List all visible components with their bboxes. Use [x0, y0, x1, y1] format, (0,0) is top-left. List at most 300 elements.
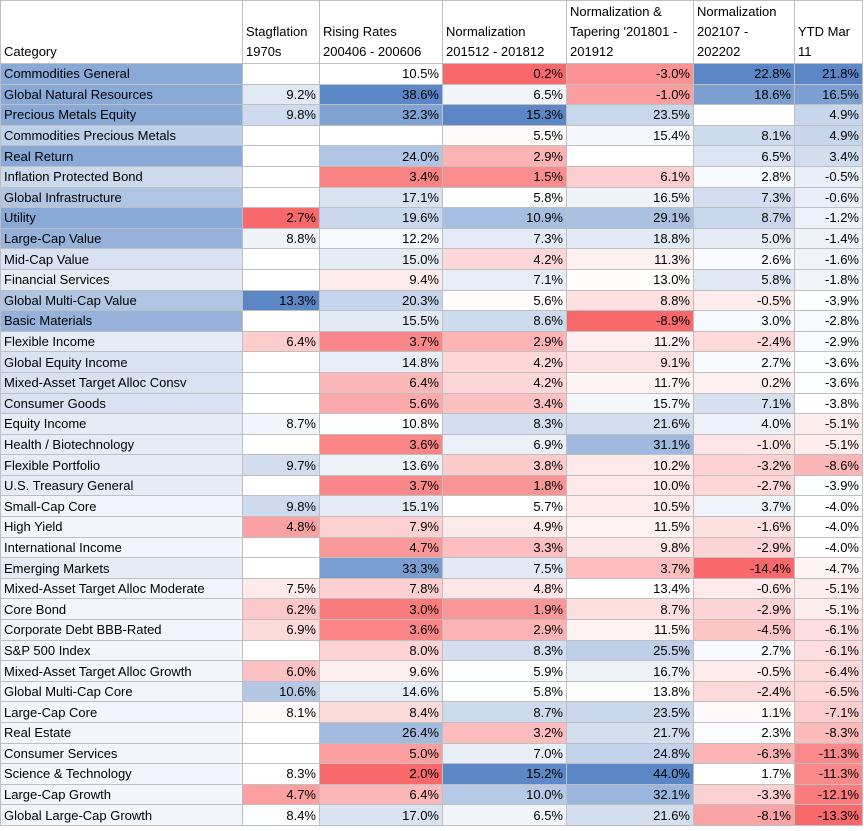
value-cell-ytd: -5.1% — [795, 599, 863, 620]
value-cell-normalization-tapering: 32.1% — [567, 784, 694, 805]
value-cell-ytd: -5.1% — [795, 414, 863, 435]
value-cell-normalization-tapering: -3.0% — [567, 64, 694, 85]
value-cell-normalization-2021: -1.0% — [694, 434, 795, 455]
value-cell-normalization-2021: -2.7% — [694, 475, 795, 496]
value-cell-normalization-2021: -2.9% — [694, 537, 795, 558]
value-cell-ytd: -4.0% — [795, 496, 863, 517]
category-cell: Global Infrastructure — [1, 187, 243, 208]
value-cell-ytd: -8.3% — [795, 723, 863, 744]
value-cell-normalization-2015: 2.9% — [443, 620, 567, 641]
table-row — [1, 475, 863, 496]
table-row — [1, 372, 863, 393]
value-cell-normalization-2021 — [694, 105, 795, 126]
value-cell-stagflation — [243, 743, 320, 764]
value-cell-normalization-2021: -2.4% — [694, 331, 795, 352]
category-cell: Small-Cap Core — [1, 496, 243, 517]
value-cell-normalization-2021: 6.5% — [694, 146, 795, 167]
value-cell-normalization-2021: -1.6% — [694, 517, 795, 538]
value-cell-rising-rates: 3.6% — [320, 434, 443, 455]
value-cell-normalization-2015: 5.6% — [443, 290, 567, 311]
value-cell-ytd: -1.6% — [795, 249, 863, 270]
value-cell-stagflation — [243, 125, 320, 146]
value-cell-normalization-tapering: 21.6% — [567, 414, 694, 435]
value-cell-normalization-2015: 8.6% — [443, 311, 567, 332]
table-row — [1, 84, 863, 105]
category-cell: Consumer Goods — [1, 393, 243, 414]
value-cell-normalization-2021: 4.0% — [694, 414, 795, 435]
value-cell-normalization-2015: 7.5% — [443, 558, 567, 579]
value-cell-normalization-2021: 8.1% — [694, 125, 795, 146]
value-cell-normalization-tapering: 10.2% — [567, 455, 694, 476]
value-cell-rising-rates: 14.6% — [320, 681, 443, 702]
value-cell-normalization-2021: -0.5% — [694, 661, 795, 682]
value-cell-ytd: -3.9% — [795, 475, 863, 496]
value-cell-normalization-tapering: 13.8% — [567, 681, 694, 702]
value-cell-normalization-2015: 1.8% — [443, 475, 567, 496]
value-cell-rising-rates: 9.6% — [320, 661, 443, 682]
value-cell-stagflation: 8.4% — [243, 805, 320, 826]
value-cell-normalization-tapering: 25.5% — [567, 640, 694, 661]
value-cell-ytd: -1.4% — [795, 228, 863, 249]
value-cell-rising-rates: 3.7% — [320, 331, 443, 352]
value-cell-normalization-2021: 3.0% — [694, 311, 795, 332]
table-row — [1, 578, 863, 599]
value-cell-ytd: -5.1% — [795, 434, 863, 455]
category-cell: Large-Cap Core — [1, 702, 243, 723]
category-cell: Global Multi-Cap Value — [1, 290, 243, 311]
table-row — [1, 640, 863, 661]
value-cell-normalization-2015: 15.3% — [443, 105, 567, 126]
value-cell-normalization-tapering: 23.5% — [567, 702, 694, 723]
value-cell-normalization-2021: 5.0% — [694, 228, 795, 249]
table-row — [1, 414, 863, 435]
category-cell: Large-Cap Growth — [1, 784, 243, 805]
value-cell-rising-rates: 24.0% — [320, 146, 443, 167]
value-cell-normalization-tapering: 29.1% — [567, 208, 694, 229]
value-cell-normalization-tapering: 21.7% — [567, 723, 694, 744]
value-cell-stagflation — [243, 352, 320, 373]
value-cell-normalization-2015: 7.0% — [443, 743, 567, 764]
value-cell-normalization-2021: -14.4% — [694, 558, 795, 579]
value-cell-normalization-2021: -8.1% — [694, 805, 795, 826]
value-cell-ytd: 4.9% — [795, 125, 863, 146]
value-cell-normalization-2015: 7.3% — [443, 228, 567, 249]
value-cell-normalization-tapering: 15.4% — [567, 125, 694, 146]
table-row — [1, 620, 863, 641]
value-cell-normalization-tapering — [567, 146, 694, 167]
value-cell-rising-rates: 15.0% — [320, 249, 443, 270]
value-cell-rising-rates: 33.3% — [320, 558, 443, 579]
table-row — [1, 723, 863, 744]
value-cell-ytd: -6.1% — [795, 640, 863, 661]
category-cell: Real Estate — [1, 723, 243, 744]
table-row — [1, 558, 863, 579]
value-cell-normalization-2015: 2.9% — [443, 331, 567, 352]
value-cell-normalization-2015: 3.2% — [443, 723, 567, 744]
category-cell: Commodities General — [1, 64, 243, 85]
value-cell-ytd: -3.6% — [795, 372, 863, 393]
value-cell-normalization-tapering: 10.0% — [567, 475, 694, 496]
value-cell-normalization-tapering: 21.6% — [567, 805, 694, 826]
value-cell-ytd: -3.6% — [795, 352, 863, 373]
category-cell: Global Large-Cap Growth — [1, 805, 243, 826]
table-row — [1, 434, 863, 455]
value-cell-normalization-2021: -3.2% — [694, 455, 795, 476]
header-ytd: YTD Mar 11 — [795, 1, 863, 64]
value-cell-normalization-2015: 10.0% — [443, 784, 567, 805]
value-cell-stagflation — [243, 434, 320, 455]
category-cell: Basic Materials — [1, 311, 243, 332]
table-row — [1, 352, 863, 373]
value-cell-stagflation — [243, 187, 320, 208]
value-cell-normalization-2015: 4.2% — [443, 352, 567, 373]
value-cell-stagflation — [243, 146, 320, 167]
category-cell: Global Natural Resources — [1, 84, 243, 105]
table-row — [1, 146, 863, 167]
header-row — [1, 1, 863, 64]
value-cell-stagflation: 6.2% — [243, 599, 320, 620]
value-cell-rising-rates: 8.4% — [320, 702, 443, 723]
category-cell: Commodities Precious Metals — [1, 125, 243, 146]
value-cell-stagflation: 8.8% — [243, 228, 320, 249]
value-cell-normalization-tapering: 11.7% — [567, 372, 694, 393]
category-cell: Corporate Debt BBB-Rated — [1, 620, 243, 641]
value-cell-rising-rates: 3.6% — [320, 620, 443, 641]
value-cell-ytd: -3.8% — [795, 393, 863, 414]
value-cell-ytd: -4.7% — [795, 558, 863, 579]
value-cell-stagflation: 9.2% — [243, 84, 320, 105]
category-cell: High Yield — [1, 517, 243, 538]
value-cell-ytd: -0.5% — [795, 166, 863, 187]
value-cell-normalization-2021: -0.5% — [694, 290, 795, 311]
category-cell: Flexible Portfolio — [1, 455, 243, 476]
value-cell-normalization-2015: 4.2% — [443, 249, 567, 270]
value-cell-normalization-tapering: 13.0% — [567, 269, 694, 290]
value-cell-normalization-2021: 1.1% — [694, 702, 795, 723]
value-cell-rising-rates: 20.3% — [320, 290, 443, 311]
value-cell-stagflation — [243, 640, 320, 661]
value-cell-normalization-tapering: 10.5% — [567, 496, 694, 517]
value-cell-stagflation — [243, 269, 320, 290]
value-cell-normalization-2015: 5.9% — [443, 661, 567, 682]
header-normalization-2021: Normalization 202107 - 202202 — [694, 1, 795, 64]
value-cell-normalization-2021: 2.3% — [694, 723, 795, 744]
value-cell-normalization-2021: -2.4% — [694, 681, 795, 702]
category-cell: S&P 500 Index — [1, 640, 243, 661]
value-cell-normalization-tapering: 3.7% — [567, 558, 694, 579]
value-cell-stagflation: 8.3% — [243, 764, 320, 785]
value-cell-rising-rates — [320, 125, 443, 146]
value-cell-rising-rates: 3.0% — [320, 599, 443, 620]
value-cell-normalization-2015: 8.3% — [443, 414, 567, 435]
value-cell-rising-rates: 4.7% — [320, 537, 443, 558]
table-row — [1, 537, 863, 558]
category-cell: Flexible Income — [1, 331, 243, 352]
table-row — [1, 455, 863, 476]
category-cell: Mid-Cap Value — [1, 249, 243, 270]
value-cell-ytd: -11.3% — [795, 764, 863, 785]
value-cell-stagflation: 4.7% — [243, 784, 320, 805]
value-cell-normalization-2015: 6.9% — [443, 434, 567, 455]
value-cell-rising-rates: 32.3% — [320, 105, 443, 126]
table-row — [1, 393, 863, 414]
value-cell-normalization-2021: 0.2% — [694, 372, 795, 393]
value-cell-stagflation: 6.9% — [243, 620, 320, 641]
value-cell-normalization-2021: 1.7% — [694, 764, 795, 785]
value-cell-normalization-2021: -2.9% — [694, 599, 795, 620]
value-cell-stagflation — [243, 64, 320, 85]
value-cell-stagflation: 9.8% — [243, 496, 320, 517]
value-cell-rising-rates: 7.9% — [320, 517, 443, 538]
value-cell-normalization-2021: 3.7% — [694, 496, 795, 517]
value-cell-normalization-2021: 18.6% — [694, 84, 795, 105]
value-cell-normalization-2015: 7.1% — [443, 269, 567, 290]
value-cell-stagflation: 7.5% — [243, 578, 320, 599]
value-cell-rising-rates: 17.1% — [320, 187, 443, 208]
value-cell-normalization-2015: 1.5% — [443, 166, 567, 187]
category-cell: Mixed-Asset Target Alloc Consv — [1, 372, 243, 393]
value-cell-normalization-2021: 8.7% — [694, 208, 795, 229]
category-cell: Emerging Markets — [1, 558, 243, 579]
value-cell-rising-rates: 15.5% — [320, 311, 443, 332]
value-cell-normalization-tapering: 23.5% — [567, 105, 694, 126]
value-cell-normalization-tapering: -1.0% — [567, 84, 694, 105]
category-cell: Large-Cap Value — [1, 228, 243, 249]
value-cell-normalization-2015: 2.9% — [443, 146, 567, 167]
value-cell-stagflation: 2.7% — [243, 208, 320, 229]
value-cell-stagflation: 13.3% — [243, 290, 320, 311]
value-cell-normalization-2015: 4.9% — [443, 517, 567, 538]
table-row — [1, 517, 863, 538]
table-row — [1, 599, 863, 620]
value-cell-stagflation: 10.6% — [243, 681, 320, 702]
value-cell-stagflation: 9.8% — [243, 105, 320, 126]
value-cell-rising-rates: 10.5% — [320, 64, 443, 85]
category-cell: Consumer Services — [1, 743, 243, 764]
category-cell: Health / Biotechnology — [1, 434, 243, 455]
value-cell-rising-rates: 3.4% — [320, 166, 443, 187]
value-cell-rising-rates: 2.0% — [320, 764, 443, 785]
value-cell-normalization-tapering: 13.4% — [567, 578, 694, 599]
value-cell-stagflation: 6.0% — [243, 661, 320, 682]
value-cell-ytd: -6.4% — [795, 661, 863, 682]
value-cell-normalization-2015: 0.2% — [443, 64, 567, 85]
value-cell-ytd: 4.9% — [795, 105, 863, 126]
value-cell-stagflation: 4.8% — [243, 517, 320, 538]
table-row — [1, 743, 863, 764]
value-cell-ytd: -1.2% — [795, 208, 863, 229]
table-row — [1, 105, 863, 126]
header-rising-rates: Rising Rates 200406 - 200606 — [320, 1, 443, 64]
table-row — [1, 311, 863, 332]
value-cell-normalization-2015: 5.8% — [443, 187, 567, 208]
value-cell-stagflation — [243, 558, 320, 579]
value-cell-normalization-2015: 8.7% — [443, 702, 567, 723]
value-cell-ytd: -4.0% — [795, 537, 863, 558]
table-row — [1, 269, 863, 290]
category-cell: Financial Services — [1, 269, 243, 290]
value-cell-ytd: -1.8% — [795, 269, 863, 290]
value-cell-normalization-tapering: -8.9% — [567, 311, 694, 332]
value-cell-rising-rates: 9.4% — [320, 269, 443, 290]
table-row — [1, 64, 863, 85]
category-cell: Global Equity Income — [1, 352, 243, 373]
value-cell-rising-rates: 13.6% — [320, 455, 443, 476]
category-cell: Mixed-Asset Target Alloc Moderate — [1, 578, 243, 599]
value-cell-normalization-tapering: 8.7% — [567, 599, 694, 620]
table-body — [1, 64, 863, 826]
value-cell-rising-rates: 8.0% — [320, 640, 443, 661]
value-cell-ytd: -2.9% — [795, 331, 863, 352]
value-cell-rising-rates: 7.8% — [320, 578, 443, 599]
value-cell-stagflation — [243, 393, 320, 414]
value-cell-normalization-tapering: 6.1% — [567, 166, 694, 187]
value-cell-rising-rates: 6.4% — [320, 784, 443, 805]
category-cell: Real Return — [1, 146, 243, 167]
value-cell-rising-rates: 14.8% — [320, 352, 443, 373]
value-cell-rising-rates: 3.7% — [320, 475, 443, 496]
value-cell-ytd: -2.8% — [795, 311, 863, 332]
value-cell-normalization-2021: 22.8% — [694, 64, 795, 85]
value-cell-normalization-tapering: 9.8% — [567, 537, 694, 558]
value-cell-normalization-2015: 5.5% — [443, 125, 567, 146]
value-cell-normalization-tapering: 31.1% — [567, 434, 694, 455]
value-cell-ytd: -5.1% — [795, 578, 863, 599]
value-cell-normalization-2015: 6.5% — [443, 805, 567, 826]
value-cell-stagflation — [243, 249, 320, 270]
value-cell-stagflation: 6.4% — [243, 331, 320, 352]
value-cell-normalization-2015: 4.8% — [443, 578, 567, 599]
value-cell-normalization-2015: 6.5% — [443, 84, 567, 105]
header-category: Category — [1, 1, 243, 64]
table-row — [1, 228, 863, 249]
value-cell-rising-rates: 12.2% — [320, 228, 443, 249]
value-cell-ytd: 16.5% — [795, 84, 863, 105]
table-row — [1, 661, 863, 682]
value-cell-ytd: -0.6% — [795, 187, 863, 208]
category-cell: International Income — [1, 537, 243, 558]
value-cell-rising-rates: 5.0% — [320, 743, 443, 764]
category-cell: Global Multi-Cap Core — [1, 681, 243, 702]
value-cell-ytd: -12.1% — [795, 784, 863, 805]
value-cell-stagflation: 8.1% — [243, 702, 320, 723]
table-row — [1, 702, 863, 723]
value-cell-stagflation: 9.7% — [243, 455, 320, 476]
value-cell-stagflation: 8.7% — [243, 414, 320, 435]
value-cell-ytd: 21.8% — [795, 64, 863, 85]
value-cell-normalization-2021: 2.6% — [694, 249, 795, 270]
value-cell-rising-rates: 5.6% — [320, 393, 443, 414]
table-row — [1, 208, 863, 229]
value-cell-normalization-2021: 2.8% — [694, 166, 795, 187]
value-cell-ytd: -7.1% — [795, 702, 863, 723]
value-cell-normalization-2021: 7.3% — [694, 187, 795, 208]
value-cell-rising-rates: 6.4% — [320, 372, 443, 393]
value-cell-rising-rates: 19.6% — [320, 208, 443, 229]
value-cell-normalization-2021: -0.6% — [694, 578, 795, 599]
value-cell-normalization-2021: 2.7% — [694, 352, 795, 373]
table-row — [1, 166, 863, 187]
value-cell-normalization-tapering: 8.8% — [567, 290, 694, 311]
value-cell-normalization-2015: 8.3% — [443, 640, 567, 661]
value-cell-stagflation — [243, 537, 320, 558]
value-cell-normalization-tapering: 16.5% — [567, 187, 694, 208]
value-cell-normalization-2021: -6.3% — [694, 743, 795, 764]
value-cell-rising-rates: 15.1% — [320, 496, 443, 517]
value-cell-ytd: -8.6% — [795, 455, 863, 476]
value-cell-normalization-tapering: 11.2% — [567, 331, 694, 352]
category-cell: Mixed-Asset Target Alloc Growth — [1, 661, 243, 682]
value-cell-normalization-tapering: 44.0% — [567, 764, 694, 785]
value-cell-normalization-tapering: 16.7% — [567, 661, 694, 682]
value-cell-normalization-tapering: 9.1% — [567, 352, 694, 373]
value-cell-ytd: -4.0% — [795, 517, 863, 538]
value-cell-normalization-2021: -4.5% — [694, 620, 795, 641]
value-cell-normalization-2015: 3.3% — [443, 537, 567, 558]
category-cell: Equity Income — [1, 414, 243, 435]
header-stagflation: Stagflation 1970s — [243, 1, 320, 64]
value-cell-normalization-tapering: 24.8% — [567, 743, 694, 764]
category-cell: Core Bond — [1, 599, 243, 620]
value-cell-normalization-2015: 1.9% — [443, 599, 567, 620]
value-cell-normalization-2015: 5.8% — [443, 681, 567, 702]
table-row — [1, 331, 863, 352]
value-cell-stagflation — [243, 372, 320, 393]
table-row — [1, 125, 863, 146]
table-row — [1, 784, 863, 805]
value-cell-stagflation — [243, 723, 320, 744]
value-cell-normalization-2015: 4.2% — [443, 372, 567, 393]
value-cell-normalization-tapering: 11.3% — [567, 249, 694, 270]
value-cell-ytd: -6.1% — [795, 620, 863, 641]
table-row — [1, 187, 863, 208]
value-cell-stagflation — [243, 166, 320, 187]
value-cell-normalization-tapering: 18.8% — [567, 228, 694, 249]
table-row — [1, 249, 863, 270]
value-cell-stagflation — [243, 311, 320, 332]
value-cell-normalization-2015: 10.9% — [443, 208, 567, 229]
value-cell-normalization-2021: 2.7% — [694, 640, 795, 661]
value-cell-normalization-2015: 15.2% — [443, 764, 567, 785]
value-cell-normalization-2021: -3.3% — [694, 784, 795, 805]
value-cell-normalization-tapering: 11.5% — [567, 517, 694, 538]
header-normalization-2015: Normalization 201512 - 201812 — [443, 1, 567, 64]
value-cell-normalization-tapering: 11.5% — [567, 620, 694, 641]
category-cell: Science & Technology — [1, 764, 243, 785]
value-cell-rising-rates: 38.6% — [320, 84, 443, 105]
header-normalization-tapering: Normalization & Tapering '201801 - 201912 — [567, 1, 694, 64]
category-cell: Precious Metals Equity — [1, 105, 243, 126]
value-cell-normalization-2015: 5.7% — [443, 496, 567, 517]
value-cell-normalization-2015: 3.4% — [443, 393, 567, 414]
category-cell: Utility — [1, 208, 243, 229]
value-cell-ytd: -13.3% — [795, 805, 863, 826]
table-row — [1, 805, 863, 826]
category-cell: U.S. Treasury General — [1, 475, 243, 496]
value-cell-stagflation — [243, 475, 320, 496]
table-row — [1, 681, 863, 702]
table-row — [1, 496, 863, 517]
value-cell-ytd: -11.3% — [795, 743, 863, 764]
value-cell-normalization-2021: 5.8% — [694, 269, 795, 290]
value-cell-normalization-tapering: 15.7% — [567, 393, 694, 414]
value-cell-rising-rates: 10.8% — [320, 414, 443, 435]
value-cell-normalization-2021: 7.1% — [694, 393, 795, 414]
table-row — [1, 764, 863, 785]
category-cell: Inflation Protected Bond — [1, 166, 243, 187]
value-cell-ytd: -6.5% — [795, 681, 863, 702]
value-cell-ytd: -3.9% — [795, 290, 863, 311]
